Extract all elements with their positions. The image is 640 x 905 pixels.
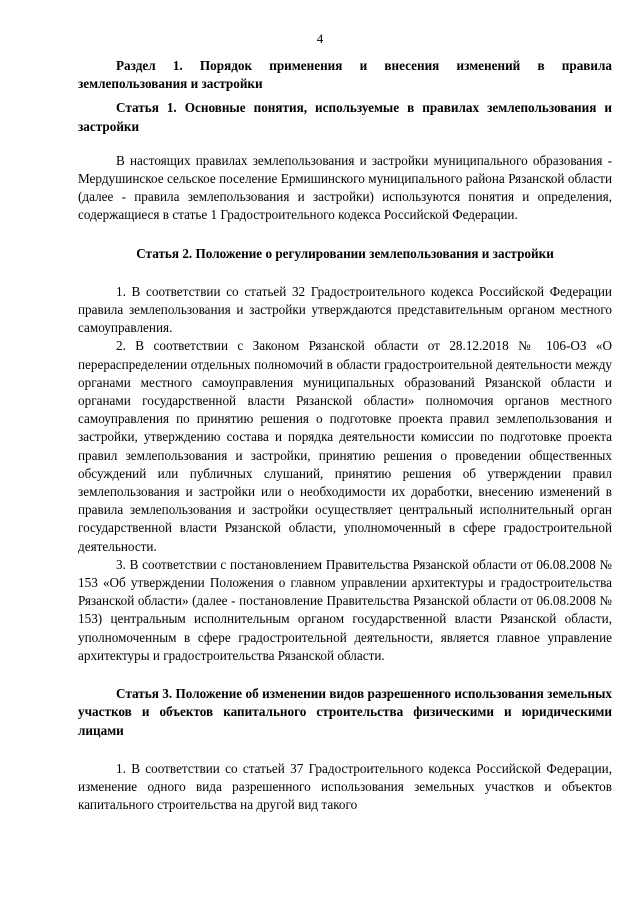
article-2-paragraph-3: 3. В соответствии с постановлением Правительства Рязанской области от 06.08.2008 № 153 «Об утверждении Положения о главном управлении архитектуры и градостроительства Рязанской области» (далее - постановление Правительства Рязанской области от 06.08.2008 № 153) центральным исполнительным органом государственной власти Рязанской области, уполномоченным в сфере градостроительной деятельности, является главное управление архитектуры и градостроительства Рязанской области. xyxy=(78,556,612,663)
article-2-paragraph-1: 1. В соответствии со статьей 32 Градостроительного кодекса Российской Федерации правила землепользования и застройки утверждаются представительным органом местного самоуправления. xyxy=(78,283,612,336)
article-3-paragraph-1: 1. В соответствии со статьей 37 Градостроительного кодекса Российской Федерации, изменение одного вида разрешенного использования земельных участков и объектов капитального строительства на другой вид такого xyxy=(78,760,612,813)
article-2-paragraph-2: 2. В соответствии с Законом Рязанской области от 28.12.2018 № 106-ОЗ «О перераспределении отдельных полномочий в области градостроительной деятельности между органами местного самоуправления муниципальных образований Рязанской области и органами государственной власти Рязанской области» полномочия органов местного самоуправления по принятию решения о подготовке проекта правил землепользования и застройки, утверждению состава и порядка деятельности комиссии по подготовке проекта правил землепользования и застройки, принятию решения о проведении общественных обсуждений или публичных слушаний, принятию решения об утверждении правил землепользования и застройки или о необходимости их доработки, внесению изменений в правила землепользования и застройки осуществляет центральный исполнительный орган государственной власти Рязанской области, уполномоченный в сфере градостроительной деятельности. xyxy=(78,338,612,554)
article-1-paragraph-1: В настоящих правилах землепользования и застройки муниципального образования - Мердушинское сельское поселение Ермишинского муниципального района Рязанской области (далее - правила землепользования и застройки) используются понятия и определения, содержащиеся в статье 1 Градостроительного кодекса Российской Федерации. xyxy=(78,152,612,223)
article-1-title: Статья 1. Основные понятия, используемые в правилах землепользования и застройки xyxy=(78,100,612,134)
section-title: Раздел 1. Порядок применения и внесения изменений в правила землепользования и застройки xyxy=(78,58,612,92)
article-2-title: Статья 2. Положение о регулировании землепользования и застройки xyxy=(136,245,554,261)
document-body xyxy=(78,57,612,814)
page-number: 4 xyxy=(316,31,324,46)
article-3-title: Статья 3. Положение об изменении видов разрешенного использования земельных участков и объектов капитального строительства физическими и юридическими лицами xyxy=(78,686,612,738)
